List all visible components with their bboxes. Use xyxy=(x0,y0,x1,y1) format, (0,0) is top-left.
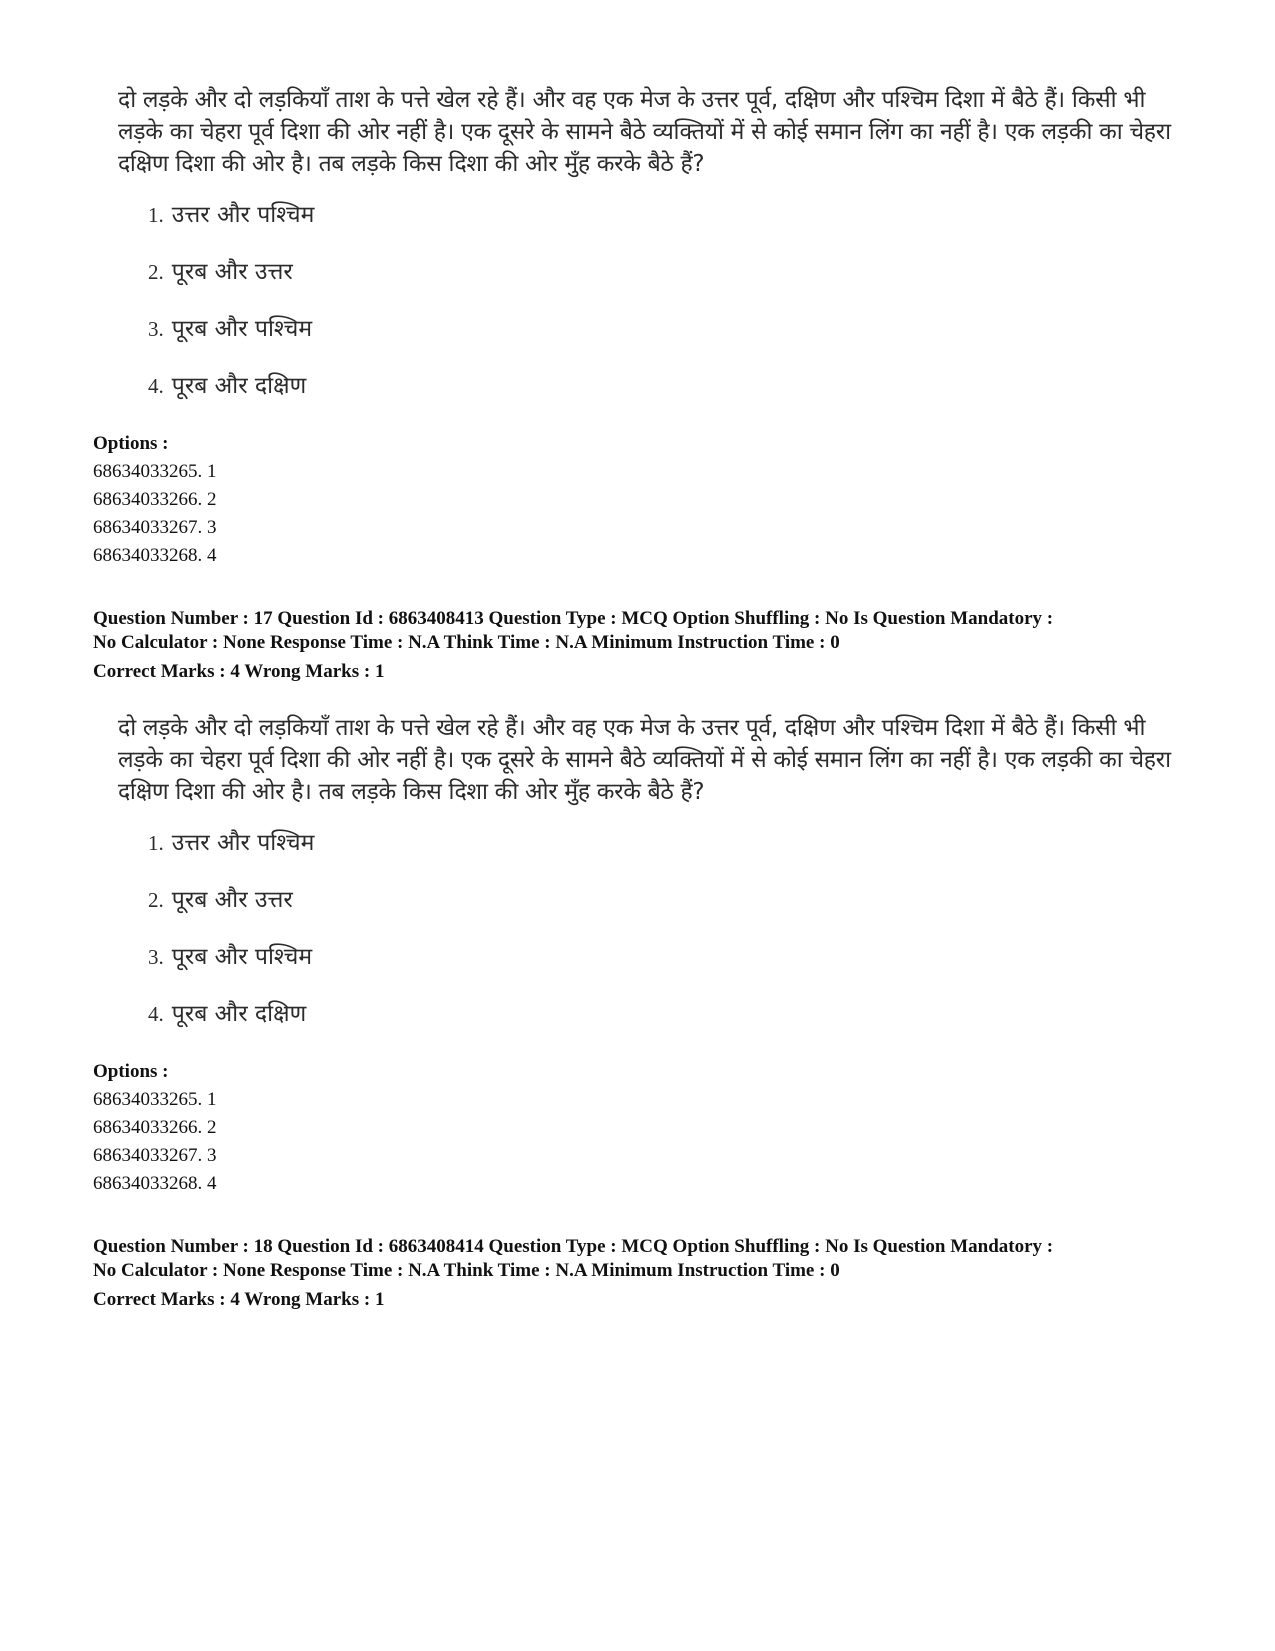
choice-number: 3. xyxy=(148,945,164,969)
question-image-2 xyxy=(118,712,1178,1050)
choice-item xyxy=(148,251,1178,308)
marks-line: Correct Marks : 4 Wrong Marks : 1 xyxy=(93,1289,385,1310)
option-id: 68634033266. 2 xyxy=(93,489,217,510)
choice-number: 1. xyxy=(148,203,164,227)
meta-line: No Calculator : None Response Time : N.A Think Time : N.A Minimum Instruction Time : 0 xyxy=(93,1260,840,1281)
choice-list xyxy=(148,822,1178,1050)
option-id-list xyxy=(93,458,217,570)
choice-text: पूरब और उत्तर xyxy=(171,259,293,285)
choice-number: 4. xyxy=(148,1002,164,1026)
question-image-1 xyxy=(118,84,1178,422)
option-id: 68634033267. 3 xyxy=(93,517,217,538)
choice-number: 2. xyxy=(148,260,164,284)
choice-number: 3. xyxy=(148,317,164,341)
option-id: 68634033268. 4 xyxy=(93,545,217,566)
choice-item xyxy=(148,879,1178,936)
meta-line: No Calculator : None Response Time : N.A Think Time : N.A Minimum Instruction Time : 0 xyxy=(93,632,840,653)
choice-item xyxy=(148,936,1178,993)
choice-text: पूरब और पश्चिम xyxy=(171,316,313,342)
options-heading: Options : xyxy=(93,433,169,454)
choice-text: पूरब और दक्षिण xyxy=(171,1001,307,1027)
option-id: 68634033265. 1 xyxy=(93,1089,217,1110)
choice-item xyxy=(148,308,1178,365)
choice-item xyxy=(148,194,1178,251)
question-text: दो लड़के और दो लड़कियाँ ताश के पत्ते खेल रहे हैं। और वह एक मेज के उत्तर पूर्व, दक्षिण और पश्चिम दिशा में बैठे हैं। किसी भी लड़के का चेहरा पूर्व दिशा की ओर नहीं है। एक दूसरे के सामने बैठे व्यक्तियों में से कोई समान लिंग का नहीं है। एक लड़की का चेहरा दक्षिण दिशा की ओर है। तब लड़के किस दिशा की ओर मुँह करके बैठे हैं? xyxy=(118,87,1171,177)
option-id: 68634033267. 3 xyxy=(93,1145,217,1166)
option-id: 68634033266. 2 xyxy=(93,1117,217,1138)
choice-text: उत्तर और पश्चिम xyxy=(171,202,315,228)
question-text: दो लड़के और दो लड़कियाँ ताश के पत्ते खेल रहे हैं। और वह एक मेज के उत्तर पूर्व, दक्षिण और पश्चिम दिशा में बैठे हैं। किसी भी लड़के का चेहरा पूर्व दिशा की ओर नहीं है। एक दूसरे के सामने बैठे व्यक्तियों में से कोई समान लिंग का नहीं है। एक लड़की का चेहरा दक्षिण दिशा की ओर है। तब लड़के किस दिशा की ओर मुँह करके बैठे हैं? xyxy=(118,715,1171,805)
choice-text: पूरब और उत्तर xyxy=(171,887,293,913)
choice-item xyxy=(148,365,1178,422)
choice-text: पूरब और पश्चिम xyxy=(171,944,313,970)
choice-list xyxy=(148,194,1178,422)
option-id: 68634033265. 1 xyxy=(93,461,217,482)
options-heading: Options : xyxy=(93,1061,169,1082)
option-id-list xyxy=(93,1086,217,1198)
choice-item xyxy=(148,822,1178,879)
choice-item xyxy=(148,993,1178,1050)
option-id: 68634033268. 4 xyxy=(93,1173,217,1194)
question-meta xyxy=(93,607,1193,684)
choice-number: 4. xyxy=(148,374,164,398)
marks-line: Correct Marks : 4 Wrong Marks : 1 xyxy=(93,661,385,682)
choice-text: पूरब और दक्षिण xyxy=(171,373,307,399)
meta-line: Question Number : 18 Question Id : 6863408414 Question Type : MCQ Option Shuffling : No Is Question Mandatory : xyxy=(93,1236,1054,1257)
choice-text: उत्तर और पश्चिम xyxy=(171,830,315,856)
choice-number: 2. xyxy=(148,888,164,912)
meta-line: Question Number : 17 Question Id : 6863408413 Question Type : MCQ Option Shuffling : No Is Question Mandatory : xyxy=(93,608,1054,629)
choice-number: 1. xyxy=(148,831,164,855)
question-meta xyxy=(93,1235,1193,1312)
